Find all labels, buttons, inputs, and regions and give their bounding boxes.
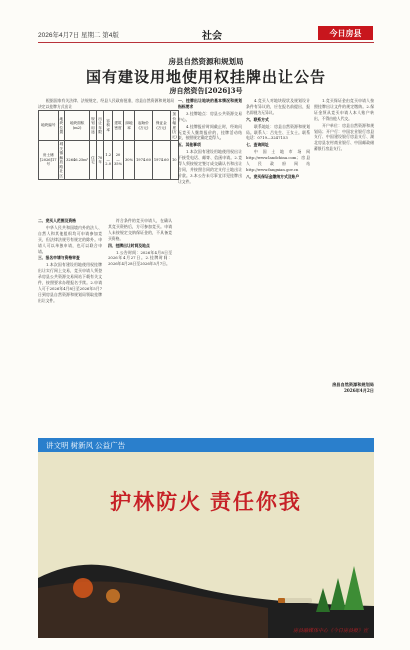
table-header-cell: 加价幅度(万元) xyxy=(171,112,177,139)
body-paragraph: 4.竞买人对地块现状及规划设计条件有异议的，应在报名前提出，报名即视为无异议。 xyxy=(246,98,310,115)
table-cell: 30% xyxy=(124,141,135,180)
section-heading: 一、挂牌出让地块的基本情况和规划指标要求 xyxy=(178,98,242,109)
section-heading: 五、其他事项 xyxy=(178,142,201,148)
tree-icon xyxy=(316,588,330,612)
notice-column-5 xyxy=(314,98,374,378)
masthead-logo: 今日房县 xyxy=(318,26,373,40)
notice-signature xyxy=(302,382,374,394)
notice-doc-number: 房自然资告[2026]3号 xyxy=(169,86,243,95)
section-heading: 六、联系方式 xyxy=(246,116,269,122)
table-row xyxy=(39,141,179,180)
section-heading: 二、竞买人范围及资格 xyxy=(38,218,76,223)
land-auction-notice xyxy=(38,48,374,423)
table-cell: 城关镇解放路社区 xyxy=(59,142,64,178)
signature-date: 2026年4月2日 xyxy=(343,388,374,393)
table-header-cell: 地块编号 xyxy=(39,111,59,141)
table-header-cell: 出让年限 xyxy=(96,111,104,141)
body-paragraph: 联系地址：房县自然资源和规划局。联系人：吕先生、王女士。联系电话：0719—3247153 xyxy=(246,123,310,141)
ad-credit: 房县融媒体中心《今日房县报》宣 xyxy=(292,628,368,634)
table-header-cell: 地块面积(m2) xyxy=(65,111,90,141)
body-paragraph: 4.挂牌报价时间截止时，经询问无竞买人继续报价的，挂牌活动结束，按照规定确定竞得人。 xyxy=(178,123,242,141)
table-cell: 1.2—2.0 xyxy=(104,141,113,180)
table-header-cell: 保证金(万元) xyxy=(152,111,170,141)
body-paragraph: 1.本次国有建设用地使用权挂牌出让实行网上交易，竞买申请人须登录房县公共资源交易网站下载有关文件，按照要求办理报名手续。2.申请人可于2026年4月8日至2026年5月7日到房县自然资源和规划局领取挂牌出让文件。 xyxy=(38,262,102,303)
land-plot-table xyxy=(38,110,179,180)
tree-icon xyxy=(330,578,346,610)
section-heading: 四、挂牌出让时间及地点 xyxy=(108,242,150,248)
forest-fire-illustration xyxy=(38,438,374,638)
notice-column-3 xyxy=(178,98,242,418)
table-cell: 32646.25m² xyxy=(65,141,90,180)
cigarette-filter-icon xyxy=(278,598,285,603)
notice-title: 国有建设用地使用权挂牌出让公告 xyxy=(85,68,326,86)
table-header-cell: 地块位置 xyxy=(58,111,65,141)
table-cell: 房土储[2026]17号 xyxy=(39,141,59,180)
section-heading: 七、查询网址 xyxy=(246,142,269,148)
body-paragraph: 3.挂牌地点：房县公共资源交易中心。 xyxy=(178,110,242,122)
notice-agency: 房县自然资源和规划局 xyxy=(168,57,244,66)
cigarette-icon xyxy=(284,598,312,603)
table-header-row xyxy=(39,111,179,141)
table-cell: 住宅 xyxy=(90,141,97,180)
table-header-cell: 绿地率 xyxy=(124,111,135,141)
table-cell: 10 xyxy=(170,141,178,180)
table-cell: 70年 xyxy=(96,141,104,180)
public-service-ad xyxy=(38,438,374,638)
notice-intro xyxy=(38,98,174,111)
issue-date: 2026年4月7日 星期二 第4版 xyxy=(38,32,119,39)
section-name: 社会 xyxy=(202,31,222,42)
table-cell: 1974.60 xyxy=(135,141,153,180)
table-cell: 20—35% xyxy=(113,141,124,180)
intro-paragraph: 根据国家有关法律、法规规定，经县人民政府批准，房县自然资源和规划局决定以挂牌方式出让 xyxy=(38,98,174,109)
notice-column-1 xyxy=(38,218,102,418)
table-header-cell: 建筑密度 xyxy=(113,111,124,141)
table-header-cell: 起始价(万元) xyxy=(135,111,153,141)
table-header-cell: 规划用途 xyxy=(90,111,97,141)
section-heading: 八、竞买保证金缴纳方式及账户 xyxy=(246,173,300,179)
table-header-cell: 容积率 xyxy=(104,111,113,141)
body-paragraph: 符合条件的竞买申请人，在确认其竞买资格后，方可参加竞买。申请人未按规定交纳保证金的，不具备竞买资格。 xyxy=(108,218,172,241)
body-paragraph: 中华人民共和国境内外的法人、自然人和其他组织均可申请参加竞买，但法律法规另有规定的除外。申请人可以单独申请，也可以联合申请。 xyxy=(38,224,102,254)
body-paragraph: 1.公告时间：2026年4月8日至2026年4月27日。2.挂牌时间：2026年4月28日至2026年5月7日。 xyxy=(108,249,172,267)
body-paragraph: 开户单位：房县自然资源和规划局；开户行：中国农业银行房县支行、中国建设银行房县支行、湖北房县农村商业银行、中国邮政储蓄银行房县支行。 xyxy=(314,122,374,152)
ad-banner-text: 讲文明 树新风 公益广告 xyxy=(46,441,126,450)
page-header xyxy=(0,0,410,44)
ad-slogan: 护林防火 责任你我 xyxy=(110,491,302,514)
body-paragraph: 1.竞买保证金由竞买申请人按照挂牌出让文件的规定缴纳。2.保证金须从竞买申请人本人账户转出，不得由他人代交。 xyxy=(314,98,374,121)
body-paragraph: 1.本次国有建设用地使用权出让不接受电话、邮寄、信函申请。2.竞得人须按规定签订成交确认书和出让合同，并按照合同约定支付土地出让价款。3.本公告未尽事宜详见挂牌出让文件。 xyxy=(178,149,242,184)
header-rule xyxy=(38,42,374,43)
notice-column-2 xyxy=(108,218,172,418)
notice-column-4 xyxy=(246,98,310,378)
body-paragraph: 中国土地市场网 http://www.landchina.com；房县人民政府网站 http://www.fangxian.gov.cn xyxy=(246,149,310,172)
section-heading: 三、报名申请与资格审查 xyxy=(38,255,80,261)
ember-glow xyxy=(73,578,93,598)
ember-glow xyxy=(106,589,120,603)
signature-agency: 房县自然资源和规划局 xyxy=(332,382,374,387)
tree-icon xyxy=(344,566,364,610)
table-cell: 1974.60 xyxy=(152,141,170,180)
